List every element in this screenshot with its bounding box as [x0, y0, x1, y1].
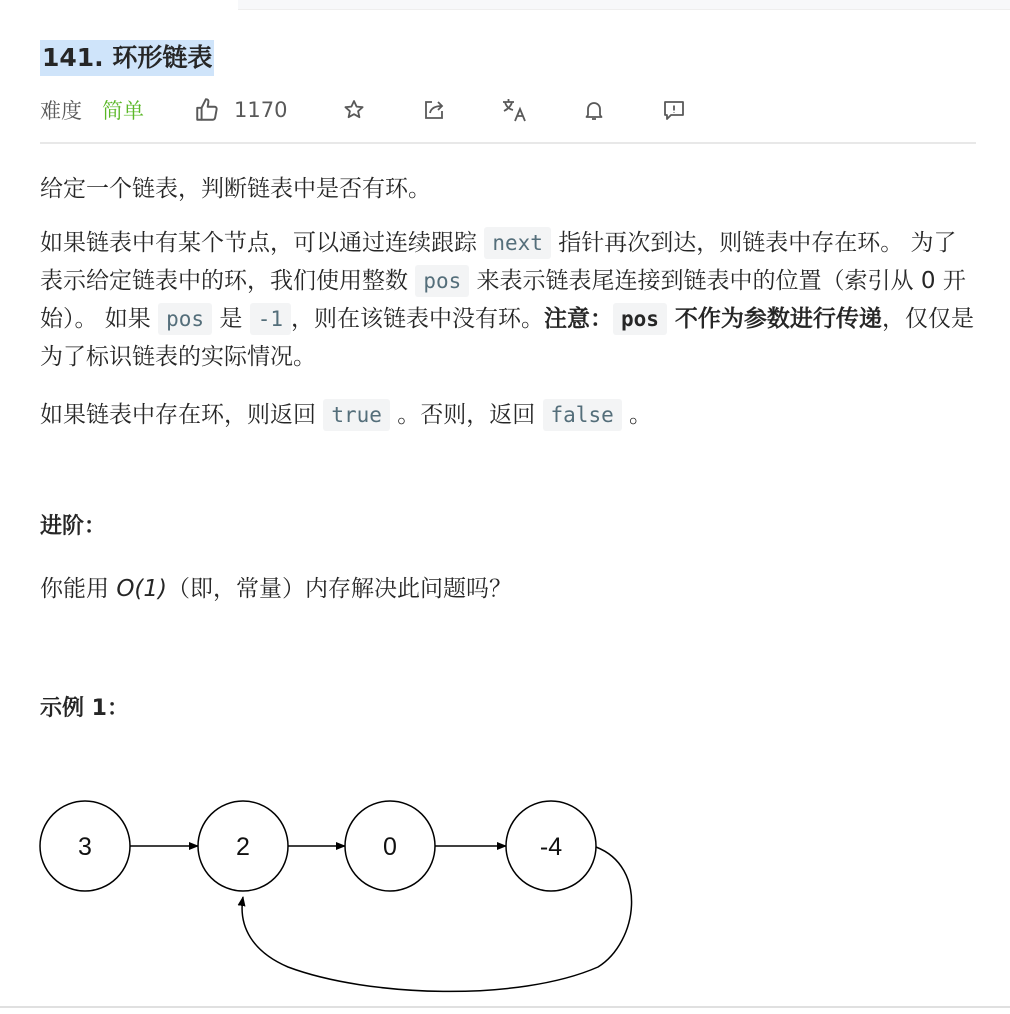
text-span: （即，常量）内存解决此问题吗？ [167, 576, 512, 602]
problem-meta-bar [40, 94, 976, 126]
list-node-value: 2 [236, 833, 250, 861]
text-span: 示例 [40, 696, 92, 721]
code-pos: pos [415, 265, 469, 297]
like-count: 1170 [234, 98, 288, 122]
code-pos-bold: pos [613, 303, 667, 335]
example-title [40, 690, 976, 728]
text-span: ： [106, 696, 129, 721]
translate-button[interactable] [501, 97, 527, 123]
description-paragraph-2 [40, 224, 976, 376]
translate-icon [501, 97, 527, 123]
text-span: 。 [621, 402, 653, 428]
text-span: ，仅仅是为了标识链表的实际情况。 [40, 306, 974, 370]
text-span: 指针再次到达，则链表中存在环。 为了表示给定链表中的环，我们使用整数 [40, 230, 957, 294]
notification-button[interactable] [581, 97, 607, 123]
problem-description [40, 170, 976, 728]
text-span: ，则在该链表中没有环。 [290, 306, 544, 332]
code-pos: pos [158, 303, 212, 335]
difficulty-badge: 简单 [102, 99, 144, 123]
code-next: next [484, 227, 551, 259]
description-paragraph-3 [40, 396, 976, 434]
star-icon [342, 98, 366, 122]
favorite-button[interactable] [341, 97, 367, 123]
text-span: 如果链表中有某个节点，可以通过连续跟踪 [40, 230, 485, 256]
feedback-icon [662, 98, 686, 122]
code-true: true [323, 399, 390, 431]
like-button[interactable] [194, 97, 287, 123]
text-span: 如果链表中存在环，则返回 [40, 402, 324, 428]
note-label: 注意： [543, 306, 613, 332]
problem-title: 141. 环形链表 [40, 40, 214, 76]
text-span: 1 [91, 696, 107, 721]
note-emphasis: 不作为参数进行传递 [666, 306, 882, 332]
list-node-value: -4 [539, 833, 563, 861]
feedback-button[interactable] [661, 97, 687, 123]
advanced-text [40, 570, 976, 608]
linked-list-diagram [38, 797, 648, 997]
advanced-title: 进阶： [40, 514, 107, 539]
thumbs-up-icon [194, 97, 220, 123]
top-bar [238, 0, 1010, 10]
problem-page [40, 40, 976, 728]
text-span: 来表示链表尾连接到链表中的位置（索引从 0 开始）。 如果 [40, 268, 966, 332]
difficulty-label: 难度 [40, 99, 82, 123]
bottom-divider [0, 1006, 1010, 1008]
text-span: 你能用 [40, 576, 117, 602]
share-button[interactable] [421, 97, 447, 123]
text-span: 。否则，返回 [389, 402, 543, 428]
code-minus-one: -1 [250, 303, 291, 335]
complexity: O(1) [116, 576, 167, 602]
share-icon [422, 98, 446, 122]
description-paragraph-1: 给定一个链表，判断链表中是否有环。 [40, 176, 431, 202]
header-divider [40, 142, 976, 144]
text-span: 是 [212, 306, 250, 332]
bell-icon [582, 98, 606, 122]
code-false: false [543, 399, 622, 431]
list-node-value: 3 [78, 833, 92, 861]
list-node-value: 0 [383, 833, 397, 861]
